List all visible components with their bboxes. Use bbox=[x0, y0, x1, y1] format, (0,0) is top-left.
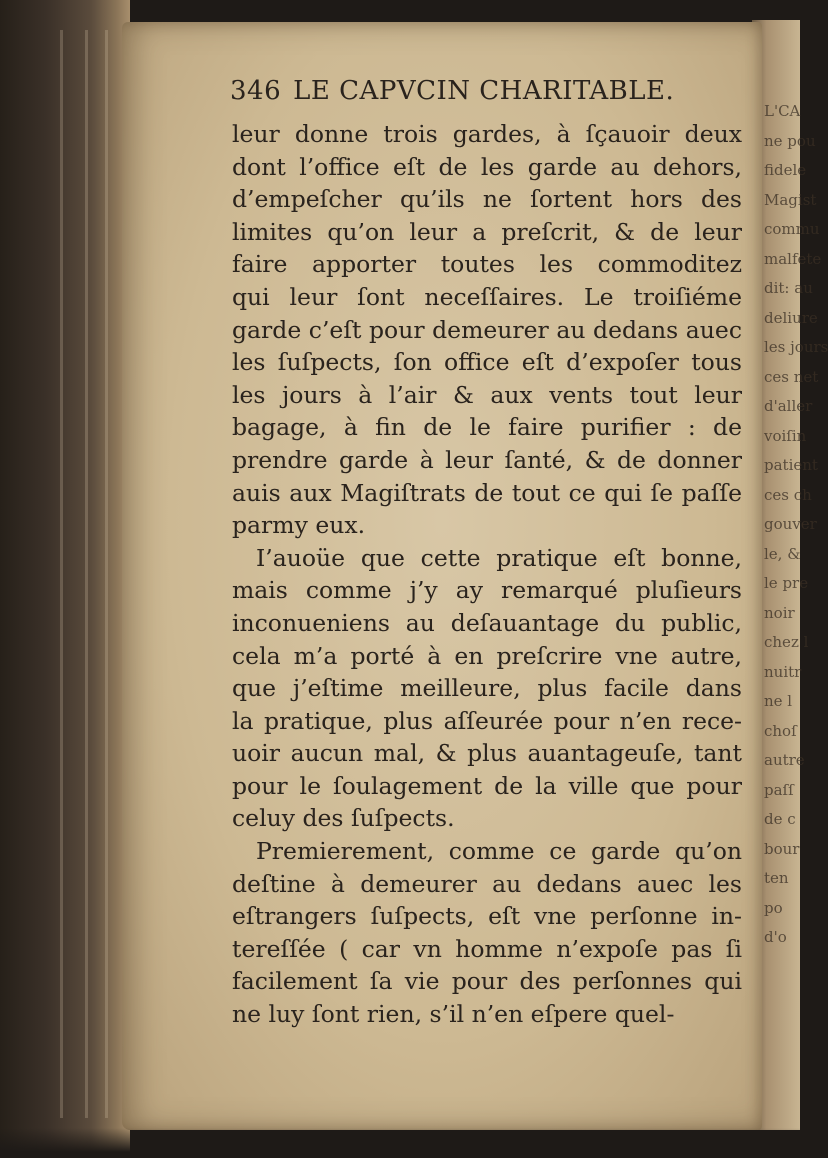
page-edge-line bbox=[85, 30, 88, 1118]
text-line: ne luy ſont rien, s’il n’en eſpere quel- bbox=[232, 1000, 675, 1029]
text-line: dont l’office eſt de les garde au dehors, bbox=[232, 152, 742, 181]
text-line: qui leur ſont neceſſaires. Le troiſiéme bbox=[232, 282, 742, 311]
text-line: tereſſée ( car vn homme n’expoſe pas ſi bbox=[232, 934, 742, 963]
facing-page-fragment: de c bbox=[764, 810, 796, 828]
text-line: bagage, à fin de le faire purifier : de bbox=[232, 413, 742, 442]
facing-page-fragment: voiſin bbox=[764, 426, 807, 445]
text-line: deſtine à demeurer au dedans auec les bbox=[232, 869, 742, 898]
facing-page-fragment: chez l bbox=[764, 633, 809, 651]
text-line: les jours à l’air & aux vents tout leur bbox=[232, 380, 742, 409]
facing-page-fragment: bour bbox=[764, 839, 800, 858]
facing-page-fragment: L'CA bbox=[764, 102, 801, 120]
facing-page-fragment: deliure bbox=[764, 308, 818, 327]
text-line: leur donne trois gardes, à ſçauoir deux bbox=[232, 120, 742, 148]
facing-page-fragment: dit: au bbox=[764, 279, 813, 297]
facing-page-fragment: Magist bbox=[764, 190, 817, 209]
text-line: faire apporter toutes les commoditez bbox=[232, 250, 742, 279]
facing-page-fragment: malfete bbox=[764, 249, 822, 268]
text-line: pour le ſoulagement de la ville que pour bbox=[232, 771, 742, 800]
text-line: mais comme j’y ay remarqué pluſieurs bbox=[232, 576, 742, 605]
text-line: prendre garde à leur ſanté, & de donner bbox=[232, 445, 742, 474]
text-line: facilement ſa vie pour des perſonnes qui bbox=[232, 967, 742, 996]
text-line: inconueniens au deſauantage du public, bbox=[232, 608, 742, 637]
text-line: celuy des ſuſpects. bbox=[232, 804, 455, 833]
text-line: I’auoüe que cette pratique eſt bonne, bbox=[256, 543, 742, 572]
facing-page-fragment: les jours bbox=[764, 338, 828, 356]
text-line: d’empeſcher qu’ils ne ſortent hors des bbox=[232, 185, 742, 214]
book-binding bbox=[0, 0, 130, 1158]
facing-page-fragment: d'aller bbox=[764, 397, 813, 415]
page-edge-line bbox=[60, 30, 63, 1118]
facing-page-fragment: fidele bbox=[764, 161, 807, 179]
facing-page-fragment: patient bbox=[764, 456, 818, 474]
facing-page-fragment: ces net bbox=[764, 367, 819, 386]
facing-page-fragment: ten bbox=[764, 869, 789, 887]
text-line: cela m’a porté à en preſcrire vne autre, bbox=[232, 641, 742, 670]
text-line: Premierement, comme ce garde qu’on bbox=[256, 837, 742, 866]
facing-page-fragment: po bbox=[764, 898, 783, 917]
facing-page-fragment: nuitr bbox=[764, 662, 802, 681]
facing-page-fragment: d'o bbox=[764, 928, 787, 946]
facing-page-fragment: ne l bbox=[764, 692, 793, 710]
scan-bottom-shadow bbox=[0, 1128, 800, 1158]
facing-page-fragment: paſſ bbox=[764, 780, 794, 799]
facing-page-fragment: ne pou bbox=[764, 131, 816, 150]
text-line: que j’eſtime meilleure, plus facile dans bbox=[232, 674, 742, 703]
text-line: auis aux Magiſtrats de tout ce qui ſe paſſe bbox=[232, 478, 742, 507]
facing-page-fragment: ces ch bbox=[764, 485, 812, 504]
text-line: les ſuſpects, ſon office eſt d’expoſer tous bbox=[232, 348, 742, 377]
facing-page-fragment: le, & bbox=[764, 544, 801, 563]
facing-page-fragment: noir bbox=[764, 603, 795, 622]
text-line: parmy eux. bbox=[232, 511, 366, 540]
facing-page-fragment: le pre bbox=[764, 574, 809, 592]
page-body-text bbox=[232, 118, 742, 1031]
text-line: limites qu’on leur a preſcrit, & de leur bbox=[232, 217, 742, 246]
text-line: uoir aucun mal, & plus auantageuſe, tant bbox=[232, 739, 742, 768]
page-number: 346 bbox=[230, 76, 282, 106]
text-line: garde c’eſt pour demeurer au dedans auec bbox=[232, 315, 742, 344]
text-line: la pratique, plus aſſeurée pour n’en rece- bbox=[232, 706, 742, 735]
page-edge-line bbox=[105, 30, 108, 1118]
facing-page-fragment: gouver bbox=[764, 515, 817, 533]
running-title: LE CAPVCIN CHARITABLE. bbox=[293, 76, 675, 106]
page-header bbox=[230, 76, 750, 116]
facing-page-fragment: autre bbox=[764, 751, 805, 769]
facing-page-fragment: commu bbox=[764, 220, 820, 238]
facing-page-fragment: choſ bbox=[764, 721, 797, 740]
text-line: eſtrangers ſuſpects, eſt vne perſonne in- bbox=[232, 902, 742, 931]
